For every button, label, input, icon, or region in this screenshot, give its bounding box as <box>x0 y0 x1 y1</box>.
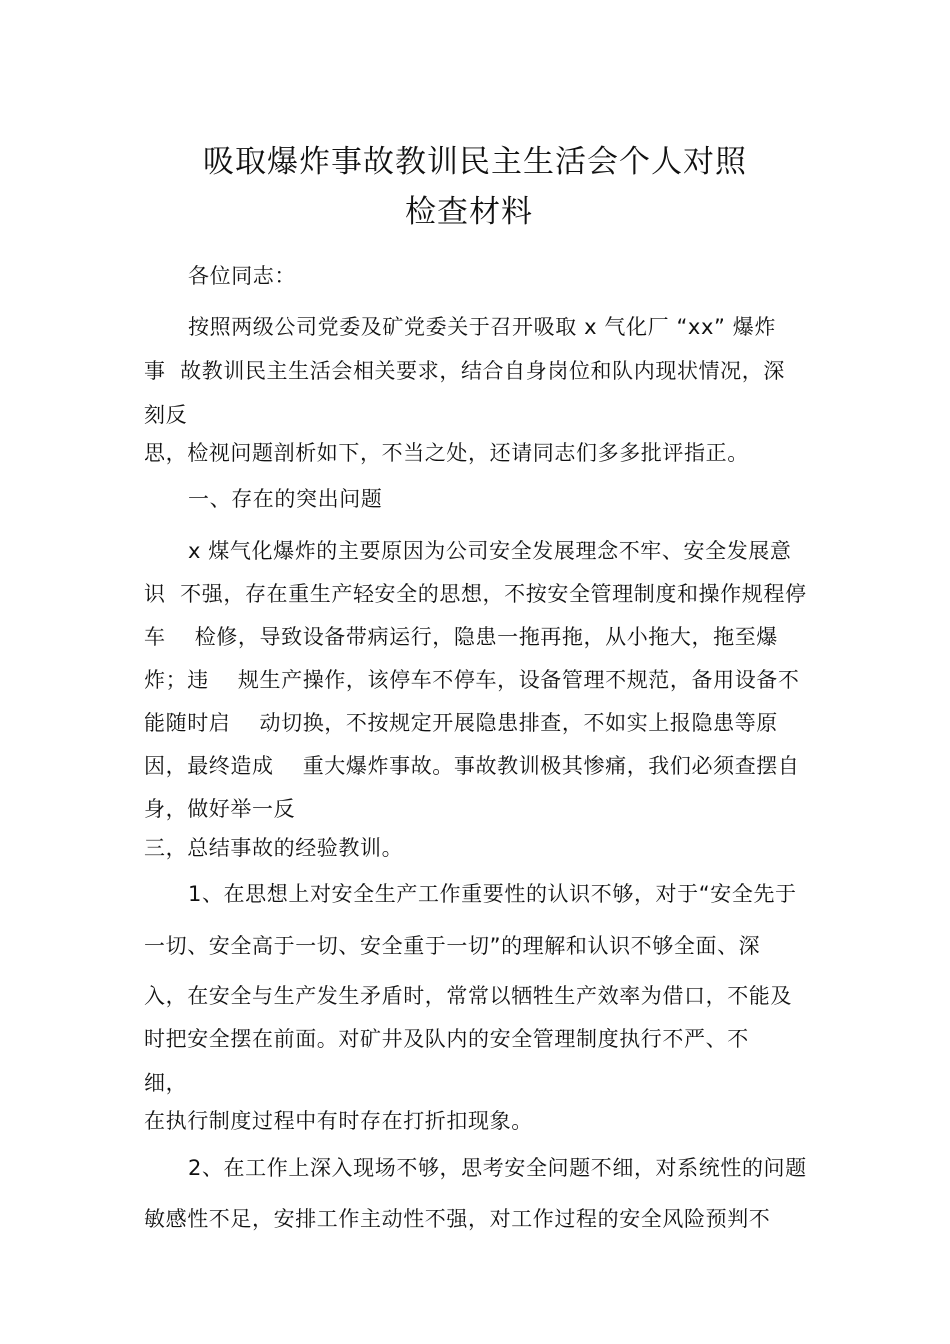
point-line: 敏感性不足，安排工作主动性不强，对工作过程的安全风险预判不 <box>144 1207 771 1231</box>
point-line: 1、在思想上对安全生产工作重要性的认识不够，对于“安全先于 <box>188 882 797 906</box>
intro-line: 刻反 <box>144 403 188 427</box>
intro-line: 事 故教训民主生活会相关要求，结合自身岗位和队内现状情况，深 <box>144 359 785 383</box>
point-line: 入，在安全与生产发生矛盾时，常常以牺牲生产效率为借口，不能及 <box>144 984 792 1008</box>
point-line: 在执行制度过程中有时存在打折扣现象。 <box>144 1109 533 1133</box>
document-title-line-2: 检查材料 <box>405 194 533 230</box>
point-line: 细， <box>144 1071 188 1095</box>
section-body-line: 识 不强，存在重生产轻安全的思想，不按安全管理制度和操作规程停 <box>144 582 807 606</box>
section-body-line: 因，最终造成 重大爆炸事故。事故教训极其惨痛，我们必须查摆自 <box>144 754 800 778</box>
section-body-line: 能随时启 动切换，不按规定开展隐患排查，不如实上报隐患等原 <box>144 711 778 735</box>
document-title-line-1: 吸取爆炸事故教训民主生活会个人对照 <box>203 144 747 180</box>
section-body-line: x 煤气化爆炸的主要原因为公司安全发展理念不牢、安全发展意 <box>188 539 792 563</box>
point-line: 时把安全摆在前面。对矿井及队内的安全管理制度执行不严、不 <box>144 1027 749 1051</box>
intro-line: 按照两级公司党委及矿党委关于召开吸取 x 气化厂 “xx” 爆炸 <box>188 315 776 339</box>
section-heading: 一、存在的突出问题 <box>188 487 383 511</box>
section-body-line: 身，做好举一反 <box>144 797 296 821</box>
section-heading: 三，总结事故的经验教训。 <box>144 836 404 860</box>
intro-line: 思，检视问题剖析如下，不当之处，还请同志们多多批评指正。 <box>144 441 749 465</box>
section-body-line: 炸；违 规生产操作，该停车不停车，设备管理不规范，备用设备不 <box>144 668 800 692</box>
salutation: 各位同志： <box>188 264 296 288</box>
point-line: 一切、安全高于一切、安全重于一切”的理解和认识不够全面、深 <box>144 934 761 958</box>
point-line: 2、在工作上深入现场不够，思考安全问题不细，对系统性的问题 <box>188 1156 807 1180</box>
section-body-line: 车 检修，导致设备带病运行，隐患一拖再拖，从小拖大，拖至爆 <box>144 625 778 649</box>
